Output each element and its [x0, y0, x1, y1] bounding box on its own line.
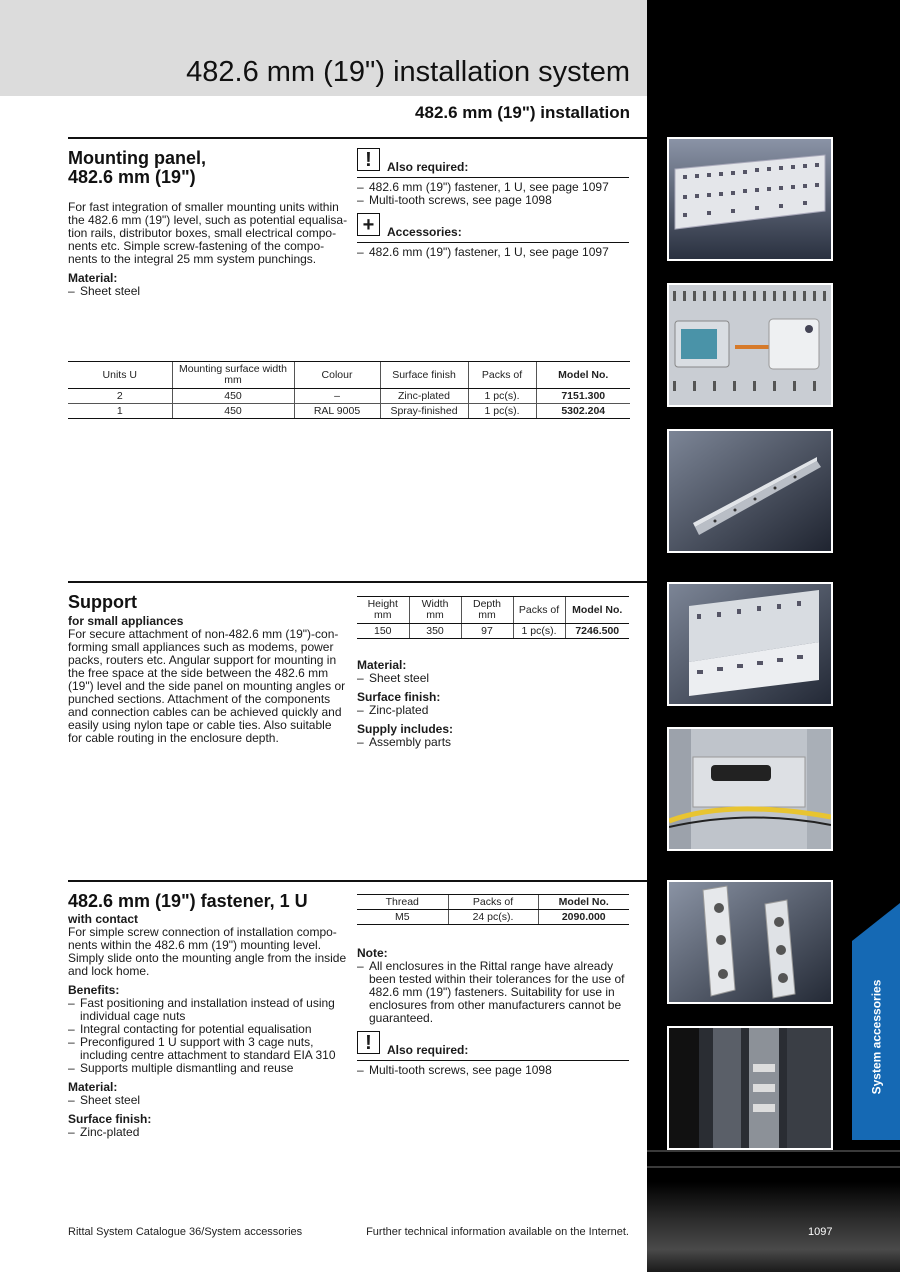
- photo-fasteners: [667, 880, 833, 1004]
- section3-subtitle: with contact: [68, 912, 139, 926]
- section2-table: Height mm Width mm Depth mm Packs of Model No. 150 350 97 1 pc(s). 7246.500: [357, 596, 629, 639]
- table-row: 1 450 RAL 9005 Spray-finished 1 pc(s). 5302.204: [68, 404, 630, 419]
- section3-note: Note: – All enclosures in the Rittal range have already been tested within their tolerances for the use of 482.6 mm (19") fasteners. Suitability for use in enclosures from other manufacturers cannot be guaranteed.: [357, 947, 629, 1025]
- section1-accessories-list: – 482.6 mm (19") fastener, 1 U, see page 1097: [357, 246, 629, 259]
- section1-accessories-head: + Accessories:: [357, 213, 629, 243]
- section3-title: 482.6 mm (19") fastener, 1 U: [68, 891, 308, 911]
- plus-box-icon: +: [357, 213, 380, 236]
- section-tab-label: System accessories: [869, 979, 883, 1094]
- section2-specs: Material: – Sheet steel Surface finish: – Zinc-plated Supply includes: – Assembly parts: [357, 659, 629, 749]
- photo-fastener-installed: [667, 1026, 833, 1150]
- section1-material-label: Material:: [68, 271, 118, 285]
- section1-material-item: – Sheet steel: [68, 285, 348, 298]
- section-tab-label-wrap: [852, 903, 900, 1140]
- page-title: 482.6 mm (19") installation system: [186, 56, 630, 88]
- section2-description: For secure attachment of non-482.6 mm (19")-con- forming small appliances such as modems, power packs, routers etc. Angular support for mounting in the free space at the side between the 482.6 mm (19") level and the side panel on mounting angles or punched sections. Attachment of the components and connection cables can be achieved quickly and easily using nylon tape or cable ties. Also suitable for cable routing in the enclosure depth.: [68, 627, 346, 745]
- page-subtitle: 482.6 mm (19") installation: [415, 103, 630, 122]
- section3-table: Thread Packs of Model No. M5 24 pc(s). 2090.000: [357, 894, 629, 925]
- exclamation-box-icon: !: [357, 1031, 380, 1054]
- footer-center: Further technical information available on the Internet.: [366, 1226, 629, 1238]
- section1-rule: [68, 137, 647, 139]
- photo-mounting-panel: [667, 137, 833, 261]
- page-number: 1097: [808, 1226, 833, 1238]
- photo-support-bracket: [667, 582, 833, 706]
- section3-also-required-head: ! Also required:: [357, 1031, 629, 1061]
- sidebar-glow: [647, 1182, 900, 1272]
- footer-left: Rittal System Catalogue 36/System accessories: [68, 1226, 303, 1238]
- section2-title: Support: [68, 592, 137, 612]
- section1-also-required-list: – 482.6 mm (19") fastener, 1 U, see page 1097 – Multi-tooth screws, see page 1098: [357, 181, 629, 207]
- section2-subtitle: for small appliances: [68, 614, 184, 628]
- photo-support-rail: [667, 429, 833, 553]
- sidebar: [647, 0, 900, 1272]
- section1-table: Units U Mounting surface width mm Colour Surface finish Packs of Model No. 2 450 – Zinc-plated 1 pc(s). 7151.300 1 450 RAL 9005 Spray-finished 1 pc(s). 5302.204: [68, 361, 630, 419]
- section3-also-required-list: – Multi-tooth screws, see page 1098: [357, 1064, 629, 1077]
- photo-support-installed: [667, 727, 833, 851]
- section1-also-required-head: ! Also required:: [357, 148, 629, 178]
- table-row: 2 450 – Zinc-plated 1 pc(s). 7151.300: [68, 389, 630, 404]
- section1-title: Mounting panel, 482.6 mm (19"): [68, 148, 206, 187]
- section2-rule: [68, 581, 647, 583]
- photo-mounted-devices: [667, 283, 833, 407]
- exclamation-box-icon: !: [357, 148, 380, 171]
- table-row: 150 350 97 1 pc(s). 7246.500: [357, 624, 629, 639]
- section1-description: For fast integration of smaller mounting units within the 482.6 mm (19") level, such as potential equalisa- tion rails, distributor boxes, small electrical compo- nents etc. Simple screw-fastening of the compo- nents to the integral 25 mm system punchings. Material: – Sheet steel: [68, 201, 348, 298]
- table-row: M5 24 pc(s). 2090.000: [357, 910, 629, 925]
- section3-description: For simple screw connection of installation compo- nents within the 482.6 mm (19") mounting level. Simply slide onto the mounting angle from the inside and lock home. Benefits: – Fast positioning and installation instead of using individual cage nuts – Integral contacting for potential equalisation – Preconfigured 1 U support with 3 cage nuts, including centre attachment to standard EIA 310 – Supports multiple dismantling and reuse Material: – Sheet steel Surface finish: – Zinc-plated: [68, 926, 353, 1139]
- section3-rule: [68, 880, 647, 882]
